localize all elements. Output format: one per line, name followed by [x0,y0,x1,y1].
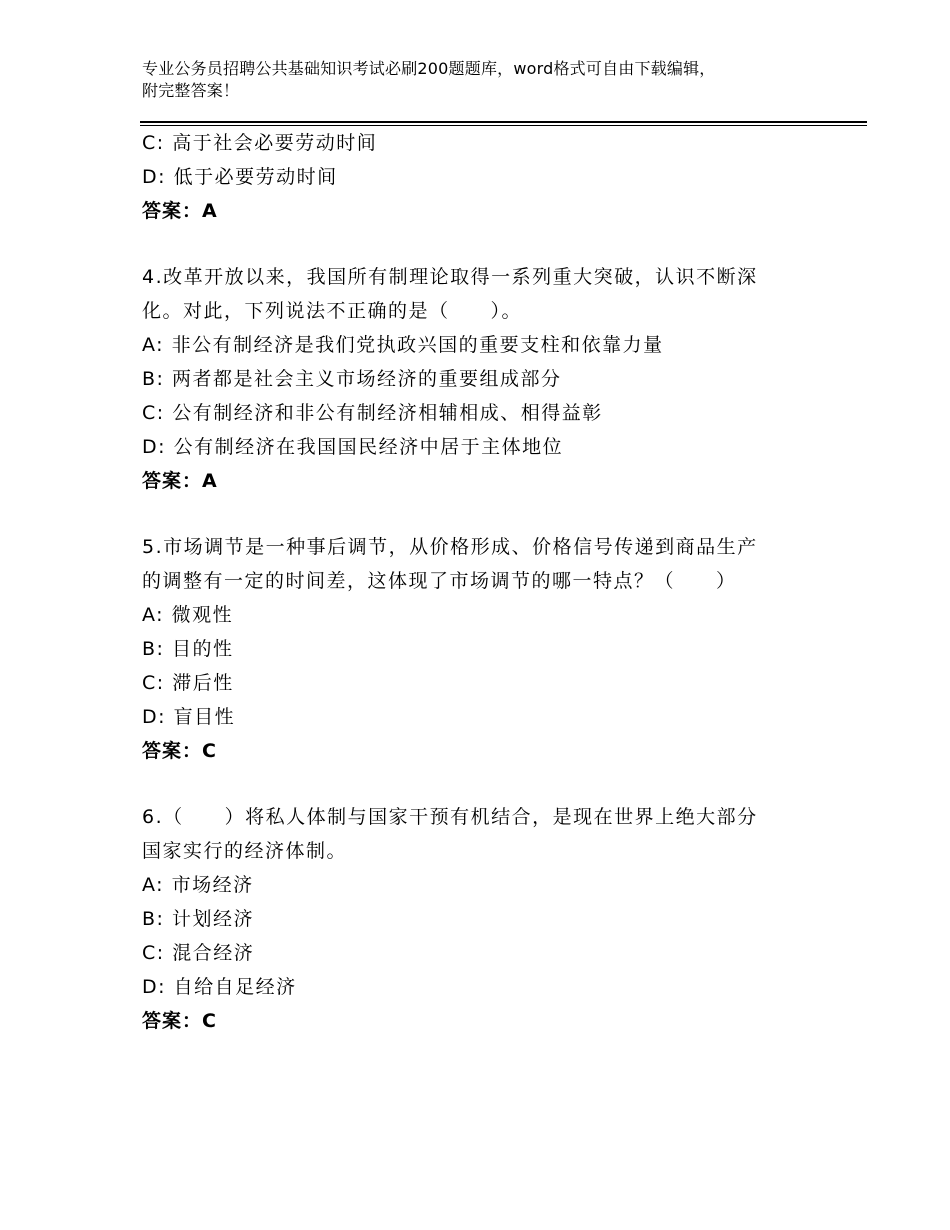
answer: 答案：C [142,1010,217,1032]
answer: 答案：A [142,200,218,222]
question-5-block [142,530,802,768]
option-c: C: 高于社会必要劳动时间 [142,132,378,154]
option-c: C: 公有制经济和非公有制经济相辅相成、相得益彰 [142,402,603,424]
option-d: D: 公有制经济在我国国民经济中居于主体地位 [142,436,564,458]
option-a: A: 市场经济 [142,874,254,896]
option-c: C: 混合经济 [142,942,255,964]
header-line-1: 专业公务员招聘公共基础知识考试必刷200题题库，word格式可自由下载编辑， [142,59,716,78]
question-gap [142,768,802,800]
question-gap [142,498,802,530]
answer: 答案：A [142,470,218,492]
question-stem-line: 6.（ ）将私人体制与国家干预有机结合，是现在世界上绝大部分 [142,806,758,828]
question-stem-line: 5.市场调节是一种事后调节，从价格形成、价格信号传递到商品生产 [142,536,758,558]
question-stem-line: 的调整有一定的时间差，这体现了市场调节的哪一特点？（ ） [142,570,737,592]
header-line-2: 附完整答案！ [142,81,240,100]
question-content [142,126,802,1038]
option-b: B: 计划经济 [142,908,254,930]
question-4-block [142,260,802,498]
question-stem-line: 化。对此，下列说法不正确的是（ ）。 [142,300,523,322]
option-d: D: 盲目性 [142,706,236,728]
option-c: C: 滞后性 [142,672,234,694]
question-6-block [142,800,802,1038]
header-rule-thick [140,121,867,123]
answer: 答案：C [142,740,217,762]
option-b: B: 两者都是社会主义市场经济的重要组成部分 [142,368,562,390]
option-a: A: 非公有制经济是我们党执政兴国的重要支柱和依靠力量 [142,334,664,356]
option-d: D: 低于必要劳动时间 [142,166,338,188]
page-header [142,58,802,102]
option-d: D: 自给自足经济 [142,976,297,998]
question-stem-line: 国家实行的经济体制。 [142,840,348,862]
prev-question-block [142,126,802,228]
option-b: B: 目的性 [142,638,234,660]
option-a: A: 微观性 [142,604,234,626]
question-stem-line: 4.改革开放以来，我国所有制理论取得一系列重大突破，认识不断深 [142,266,758,288]
question-gap [142,228,802,260]
